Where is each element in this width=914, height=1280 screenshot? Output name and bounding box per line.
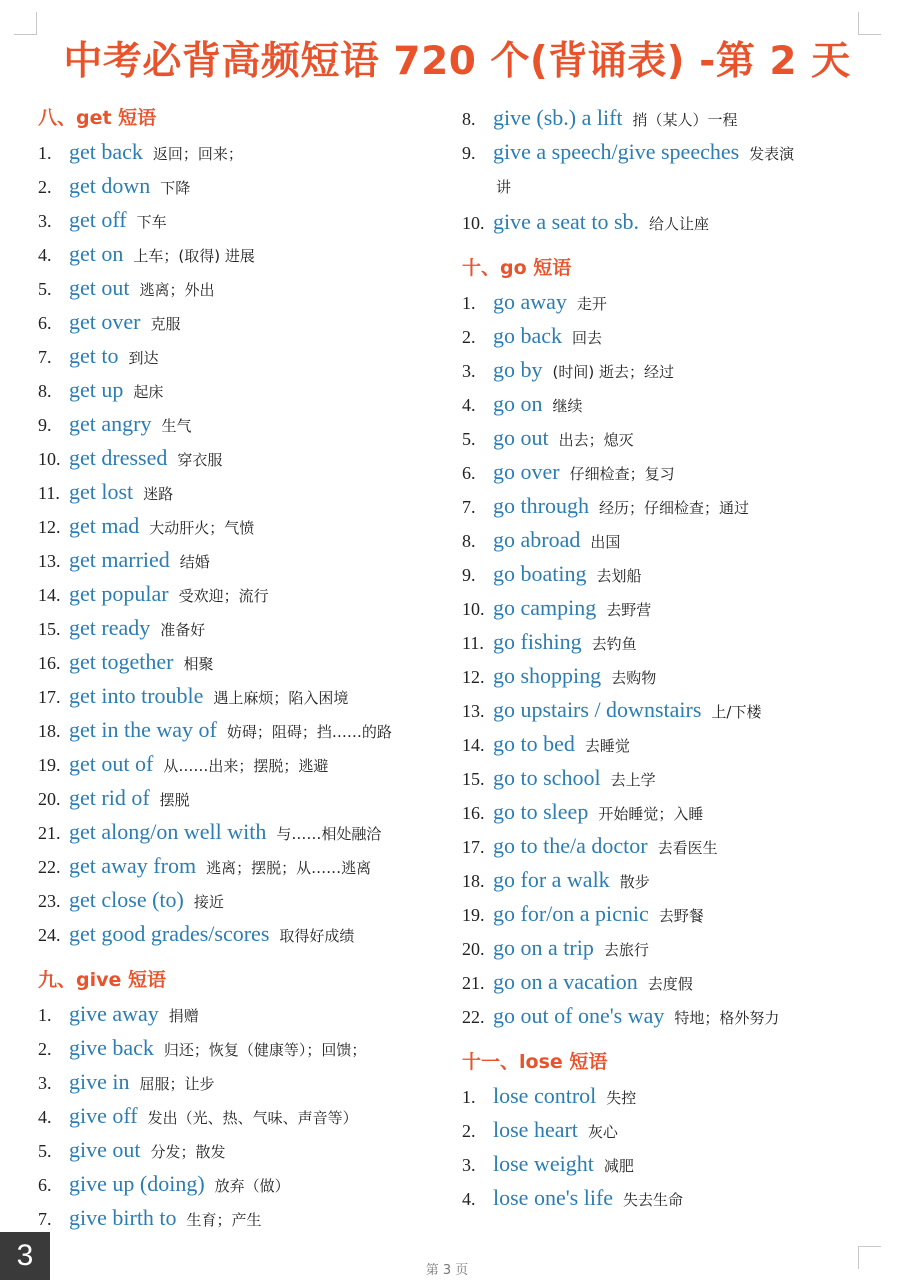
phrase-text: go fishing bbox=[493, 629, 582, 654]
phrase-text: go out bbox=[493, 425, 549, 450]
item-number: 16. bbox=[38, 653, 61, 673]
list-item bbox=[38, 169, 448, 203]
item-number: 5. bbox=[38, 1141, 52, 1161]
meaning-text: 开始睡觉；入睡 bbox=[598, 805, 704, 823]
list-item bbox=[462, 135, 862, 169]
phrase-text: go on a trip bbox=[493, 935, 594, 960]
meaning-text: 经历；仔细检查；通过 bbox=[598, 499, 749, 517]
phrase-text: lose one's life bbox=[493, 1185, 614, 1210]
list-item bbox=[38, 883, 448, 917]
meaning-text: 回去 bbox=[572, 329, 603, 347]
list-item bbox=[38, 135, 448, 169]
list-item bbox=[38, 781, 448, 815]
item-number: 1. bbox=[38, 1005, 52, 1025]
phrase-text: go abroad bbox=[493, 527, 581, 552]
meaning-text: 迷路 bbox=[143, 485, 174, 503]
item-number: 15. bbox=[38, 619, 61, 639]
list-item bbox=[462, 421, 862, 455]
phrase-text: give up (doing) bbox=[69, 1171, 205, 1196]
meaning-text: 大动肝火；气愤 bbox=[149, 519, 255, 537]
list-item bbox=[462, 761, 862, 795]
list-item bbox=[38, 1201, 448, 1235]
meaning-text: 去钓鱼 bbox=[591, 635, 637, 653]
phrase-text: give birth to bbox=[69, 1205, 177, 1230]
phrase-text: get on bbox=[69, 241, 124, 266]
meaning-text: 去划船 bbox=[596, 567, 642, 585]
list-item bbox=[462, 1079, 862, 1113]
phrase-text: go camping bbox=[493, 595, 597, 620]
phrase-text: go through bbox=[493, 493, 589, 518]
phrase-text: get angry bbox=[69, 411, 152, 436]
phrase-text: get out of bbox=[69, 751, 154, 776]
list-item bbox=[462, 795, 862, 829]
list-item bbox=[462, 285, 862, 319]
item-number: 13. bbox=[462, 701, 485, 721]
phrase-text: give off bbox=[69, 1103, 138, 1128]
phrase-text: go for a walk bbox=[493, 867, 610, 892]
phrase-text: get ready bbox=[69, 615, 151, 640]
phrase-text: go shopping bbox=[493, 663, 602, 688]
list-item bbox=[38, 509, 448, 543]
meaning-text: 捎（某人）一程 bbox=[632, 111, 738, 129]
item-number: 16. bbox=[462, 803, 485, 823]
phrase-text: get back bbox=[69, 139, 143, 164]
item-number: 2. bbox=[462, 1121, 476, 1141]
item-number: 7. bbox=[38, 347, 52, 367]
item-number: 8. bbox=[462, 109, 476, 129]
list-item bbox=[462, 727, 862, 761]
item-number: 20. bbox=[38, 789, 61, 809]
list-item bbox=[462, 829, 862, 863]
item-number: 5. bbox=[462, 429, 476, 449]
item-number: 11. bbox=[462, 633, 484, 653]
item-number: 13. bbox=[38, 551, 61, 571]
phrase-text: get rid of bbox=[69, 785, 150, 810]
meaning-text: 出国 bbox=[590, 533, 621, 551]
list-item bbox=[38, 1031, 448, 1065]
meaning-text: 去上学 bbox=[610, 771, 656, 789]
list-item bbox=[38, 339, 448, 373]
item-number: 4. bbox=[462, 1189, 476, 1209]
item-number: 3. bbox=[38, 1073, 52, 1093]
list-item bbox=[38, 475, 448, 509]
item-number: 1. bbox=[462, 293, 476, 313]
item-number: 2. bbox=[38, 1039, 52, 1059]
list-item bbox=[38, 1099, 448, 1133]
item-number: 21. bbox=[462, 973, 485, 993]
meaning-text: 归还；恢复（健康等）；回馈； bbox=[163, 1041, 367, 1059]
list-item bbox=[462, 353, 862, 387]
meaning-text: 给人让座 bbox=[649, 215, 710, 233]
list-item bbox=[38, 543, 448, 577]
list-item bbox=[38, 997, 448, 1031]
list-item bbox=[38, 203, 448, 237]
list-item bbox=[462, 1147, 862, 1181]
meaning-text: 生气 bbox=[161, 417, 192, 435]
meaning-text: 去野营 bbox=[606, 601, 652, 619]
item-number: 6. bbox=[38, 1175, 52, 1195]
phrase-text: go to sleep bbox=[493, 799, 589, 824]
meaning-text: 下车 bbox=[136, 213, 167, 231]
meaning-text: 取得好成绩 bbox=[279, 927, 355, 945]
list-item bbox=[38, 849, 448, 883]
meaning-text: 屈服；让步 bbox=[139, 1075, 215, 1093]
item-number: 3. bbox=[462, 361, 476, 381]
phrase-text: go on a vacation bbox=[493, 969, 638, 994]
item-number: 10. bbox=[38, 449, 61, 469]
item-number: 19. bbox=[38, 755, 61, 775]
list-item bbox=[462, 387, 862, 421]
phrase-text: get into trouble bbox=[69, 683, 204, 708]
meaning-text: 去睡觉 bbox=[584, 737, 630, 755]
item-number: 8. bbox=[38, 381, 52, 401]
item-number: 9. bbox=[462, 143, 476, 163]
phrase-text: get good grades/scores bbox=[69, 921, 270, 946]
meaning-continuation: 讲 bbox=[496, 178, 512, 196]
meaning-text: 减肥 bbox=[603, 1157, 634, 1175]
item-number: 3. bbox=[38, 211, 52, 231]
meaning-text: 灰心 bbox=[587, 1123, 618, 1141]
section-heading: 九、give 短语 bbox=[38, 969, 166, 991]
item-number: 22. bbox=[462, 1007, 485, 1027]
phrase-text: get along/on well with bbox=[69, 819, 267, 844]
right-column bbox=[462, 101, 862, 1215]
item-number: 2. bbox=[38, 177, 52, 197]
meaning-text: 结婚 bbox=[179, 553, 210, 571]
item-number: 6. bbox=[462, 463, 476, 483]
list-item bbox=[38, 237, 448, 271]
phrase-text: give back bbox=[69, 1035, 154, 1060]
phrase-text: go upstairs / downstairs bbox=[493, 697, 702, 722]
item-number: 14. bbox=[38, 585, 61, 605]
phrase-text: get up bbox=[69, 377, 124, 402]
list-item bbox=[462, 693, 862, 727]
item-number: 15. bbox=[462, 769, 485, 789]
list-item bbox=[462, 931, 862, 965]
phrase-text: go to school bbox=[493, 765, 601, 790]
list-item bbox=[462, 1181, 862, 1215]
phrase-text: give in bbox=[69, 1069, 130, 1094]
phrase-text: get popular bbox=[69, 581, 169, 606]
meaning-text: 上车；(取得) 进展 bbox=[133, 247, 255, 265]
phrase-text: get mad bbox=[69, 513, 140, 538]
phrase-text: lose heart bbox=[493, 1117, 578, 1142]
meaning-text: 逃离；摆脱；从……逃离 bbox=[206, 859, 372, 877]
list-item bbox=[38, 917, 448, 951]
list-item bbox=[38, 747, 448, 781]
phrase-text: go away bbox=[493, 289, 567, 314]
meaning-text: 穿衣服 bbox=[177, 451, 223, 469]
list-item bbox=[462, 625, 862, 659]
item-number: 12. bbox=[38, 517, 61, 537]
phrase-text: get over bbox=[69, 309, 141, 334]
meaning-text: 摆脱 bbox=[159, 791, 190, 809]
section-heading: 八、get 短语 bbox=[38, 107, 157, 129]
phrase-text: get married bbox=[69, 547, 170, 572]
list-item bbox=[462, 591, 862, 625]
meaning-text: 分发；散发 bbox=[150, 1143, 226, 1161]
meaning-text: 出去；熄灭 bbox=[558, 431, 634, 449]
item-number: 11. bbox=[38, 483, 60, 503]
phrase-text: go boating bbox=[493, 561, 587, 586]
phrase-text: get out bbox=[69, 275, 130, 300]
phrase-text: go to the/a doctor bbox=[493, 833, 648, 858]
list-item bbox=[462, 557, 862, 591]
list-item bbox=[38, 713, 448, 747]
list-item bbox=[462, 1113, 862, 1147]
list-item bbox=[38, 645, 448, 679]
item-number: 1. bbox=[462, 1087, 476, 1107]
meaning-text: 去野餐 bbox=[658, 907, 704, 925]
list-item bbox=[38, 441, 448, 475]
item-number: 17. bbox=[462, 837, 485, 857]
phrase-text: give away bbox=[69, 1001, 159, 1026]
phrase-text: get to bbox=[69, 343, 119, 368]
list-item bbox=[38, 271, 448, 305]
meaning-text: 到达 bbox=[128, 349, 159, 367]
item-number: 9. bbox=[38, 415, 52, 435]
section-heading: 十、go 短语 bbox=[462, 257, 572, 279]
item-number: 4. bbox=[38, 1107, 52, 1127]
meaning-text: 继续 bbox=[552, 397, 583, 415]
item-number: 17. bbox=[38, 687, 61, 707]
item-number: 7. bbox=[462, 497, 476, 517]
phrase-text: get together bbox=[69, 649, 174, 674]
item-number: 4. bbox=[462, 395, 476, 415]
meaning-text: 放弃（做） bbox=[214, 1177, 290, 1195]
meaning-text: 仔细检查；复习 bbox=[569, 465, 675, 483]
phrase-text: go over bbox=[493, 459, 560, 484]
item-number: 19. bbox=[462, 905, 485, 925]
phrase-text: get close (to) bbox=[69, 887, 184, 912]
meaning-text: 去购物 bbox=[611, 669, 657, 687]
phrase-text: give (sb.) a lift bbox=[493, 105, 623, 130]
item-number: 18. bbox=[462, 871, 485, 891]
phrase-text: get away from bbox=[69, 853, 197, 878]
list-item bbox=[462, 897, 862, 931]
page-number-badge: 3 bbox=[0, 1232, 50, 1280]
phrase-text: give a seat to sb. bbox=[493, 209, 640, 234]
meaning-text: (时间) 逝去；经过 bbox=[552, 363, 674, 381]
item-number: 22. bbox=[38, 857, 61, 877]
item-number: 7. bbox=[38, 1209, 52, 1229]
item-number: 2. bbox=[462, 327, 476, 347]
section-heading: 十一、lose 短语 bbox=[462, 1051, 608, 1073]
meaning-text: 上/下楼 bbox=[711, 703, 762, 721]
list-item bbox=[38, 305, 448, 339]
item-number: 3. bbox=[462, 1155, 476, 1175]
item-number: 10. bbox=[462, 213, 485, 233]
list-item bbox=[38, 815, 448, 849]
list-item bbox=[38, 611, 448, 645]
item-number: 4. bbox=[38, 245, 52, 265]
meaning-text: 受欢迎；流行 bbox=[178, 587, 269, 605]
meaning-text: 走开 bbox=[576, 295, 607, 313]
item-number: 24. bbox=[38, 925, 61, 945]
meaning-text: 失控 bbox=[606, 1089, 637, 1107]
phrase-text: give out bbox=[69, 1137, 141, 1162]
phrase-text: get down bbox=[69, 173, 151, 198]
phrase-text: go by bbox=[493, 357, 543, 382]
item-number: 21. bbox=[38, 823, 61, 843]
list-item bbox=[38, 373, 448, 407]
phrase-text: get lost bbox=[69, 479, 134, 504]
meaning-text: 相聚 bbox=[183, 655, 214, 673]
meaning-text: 去看医生 bbox=[657, 839, 718, 857]
phrase-text: go back bbox=[493, 323, 563, 348]
item-number: 20. bbox=[462, 939, 485, 959]
list-item bbox=[462, 489, 862, 523]
page-footer: 第 3 页 bbox=[425, 1263, 469, 1278]
phrase-text: go out of one's way bbox=[493, 1003, 665, 1028]
list-item bbox=[462, 455, 862, 489]
list-item bbox=[462, 101, 862, 135]
meaning-text: 捐赠 bbox=[168, 1007, 199, 1025]
list-item bbox=[462, 863, 862, 897]
phrase-text: go to bed bbox=[493, 731, 575, 756]
meaning-text: 下降 bbox=[160, 179, 191, 197]
list-item bbox=[38, 1167, 448, 1201]
list-item bbox=[38, 577, 448, 611]
list-item bbox=[38, 1133, 448, 1167]
meaning-text: 逃离；外出 bbox=[139, 281, 215, 299]
left-column bbox=[38, 101, 448, 1235]
list-item bbox=[462, 205, 862, 239]
list-item bbox=[38, 1065, 448, 1099]
meaning-text: 发表演 bbox=[749, 145, 795, 163]
item-number: 23. bbox=[38, 891, 61, 911]
meaning-text: 妨碍；阻碍；挡……的路 bbox=[226, 723, 392, 741]
list-item bbox=[462, 965, 862, 999]
meaning-text: 与……相处融洽 bbox=[276, 825, 382, 843]
phrase-text: get in the way of bbox=[69, 717, 217, 742]
item-number: 9. bbox=[462, 565, 476, 585]
list-item bbox=[38, 407, 448, 441]
phrase-text: go for/on a picnic bbox=[493, 901, 649, 926]
item-number: 6. bbox=[38, 313, 52, 333]
phrase-text: lose control bbox=[493, 1083, 597, 1108]
meaning-text: 遇上麻烦；陷入困境 bbox=[213, 689, 349, 707]
list-item bbox=[462, 659, 862, 693]
meaning-text: 去旅行 bbox=[603, 941, 649, 959]
item-number: 1. bbox=[38, 143, 52, 163]
meaning-text: 返回；回来； bbox=[152, 145, 243, 163]
meaning-text: 特地；格外努力 bbox=[674, 1009, 780, 1027]
meaning-text: 起床 bbox=[133, 383, 164, 401]
meaning-text: 从……出来；摆脱；逃避 bbox=[163, 757, 329, 775]
meaning-text: 接近 bbox=[193, 893, 224, 911]
list-item bbox=[462, 999, 862, 1033]
meaning-text: 生育；产生 bbox=[186, 1211, 262, 1229]
item-number: 5. bbox=[38, 279, 52, 299]
phrase-text: give a speech/give speeches bbox=[493, 139, 740, 164]
meaning-text: 准备好 bbox=[160, 621, 206, 639]
list-item bbox=[462, 523, 862, 557]
meaning-text: 失去生命 bbox=[623, 1191, 684, 1209]
item-number: 8. bbox=[462, 531, 476, 551]
meaning-text: 散步 bbox=[619, 873, 650, 891]
meaning-text: 去度假 bbox=[647, 975, 693, 993]
list-item bbox=[462, 319, 862, 353]
item-number: 10. bbox=[462, 599, 485, 619]
meaning-text: 发出（光、热、气味、声音等） bbox=[147, 1109, 358, 1127]
page-title: 中考必背高频短语 720 个(背诵表) -第 2 天 bbox=[63, 39, 851, 84]
item-number: 12. bbox=[462, 667, 485, 687]
item-number: 14. bbox=[462, 735, 485, 755]
phrase-text: get dressed bbox=[69, 445, 168, 470]
phrase-text: get off bbox=[69, 207, 127, 232]
item-number: 18. bbox=[38, 721, 61, 741]
list-item bbox=[38, 679, 448, 713]
phrase-text: go on bbox=[493, 391, 543, 416]
meaning-text: 克服 bbox=[150, 315, 181, 333]
phrase-text: lose weight bbox=[493, 1151, 594, 1176]
